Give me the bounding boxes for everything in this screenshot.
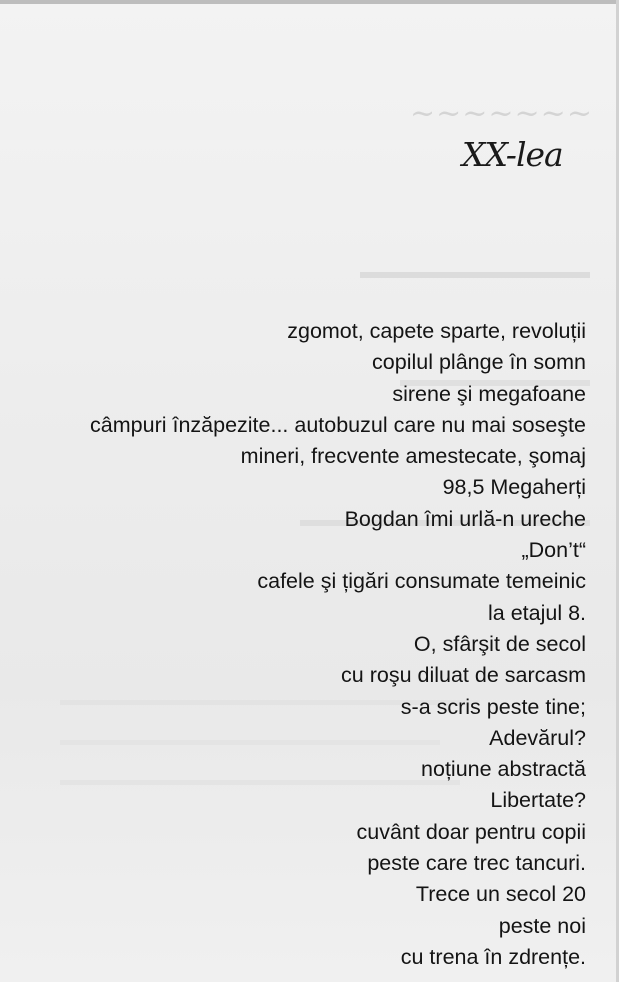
poem-line: cu roşu diluat de sarcasm [341, 663, 586, 688]
poem-line: la etajul 8. [487, 600, 586, 625]
poem-line: 98,5 Megaherți [442, 475, 586, 500]
poem-line: Bogdan îmi urlă-n ureche [344, 506, 586, 531]
show-through-header: ~~~~~~~ [410, 96, 593, 131]
poem-text [0, 316, 586, 973]
poem-line: O, sfârşit de secol [413, 631, 586, 656]
poem-line: cu trena în zdrențe. [400, 944, 586, 969]
poem-line: peste noi [498, 913, 586, 938]
chapter-title: XX-lea [462, 135, 563, 174]
poem-line: mineri, frecvente amestecate, şomaj [240, 444, 586, 469]
poem-line: Libertate? [490, 788, 586, 813]
poem-line: cafele şi țigări consumate temeinic [257, 569, 586, 594]
poem-line: sirene şi megafoane [392, 381, 586, 406]
poem-line: Adevărul? [489, 725, 586, 750]
poem-line: copilul plânge în somn [372, 350, 586, 375]
poem-line: cuvânt doar pentru copii [356, 819, 586, 844]
poem-line: Trece un secol 20 [415, 882, 586, 907]
page-top-edge [0, 0, 619, 4]
poem-line: peste care trec tancuri. [367, 851, 586, 876]
poem-line: noțiune abstractă [421, 757, 586, 782]
poem-line: s-a scris peste tine; [400, 694, 586, 719]
poem-line: câmpuri înzăpezite... autobuzul care nu mai soseşte [90, 412, 586, 437]
poem-line: zgomot, capete sparte, revoluții [287, 319, 586, 343]
poem-line: „Don’t“ [521, 538, 586, 563]
show-through-line [360, 272, 590, 278]
